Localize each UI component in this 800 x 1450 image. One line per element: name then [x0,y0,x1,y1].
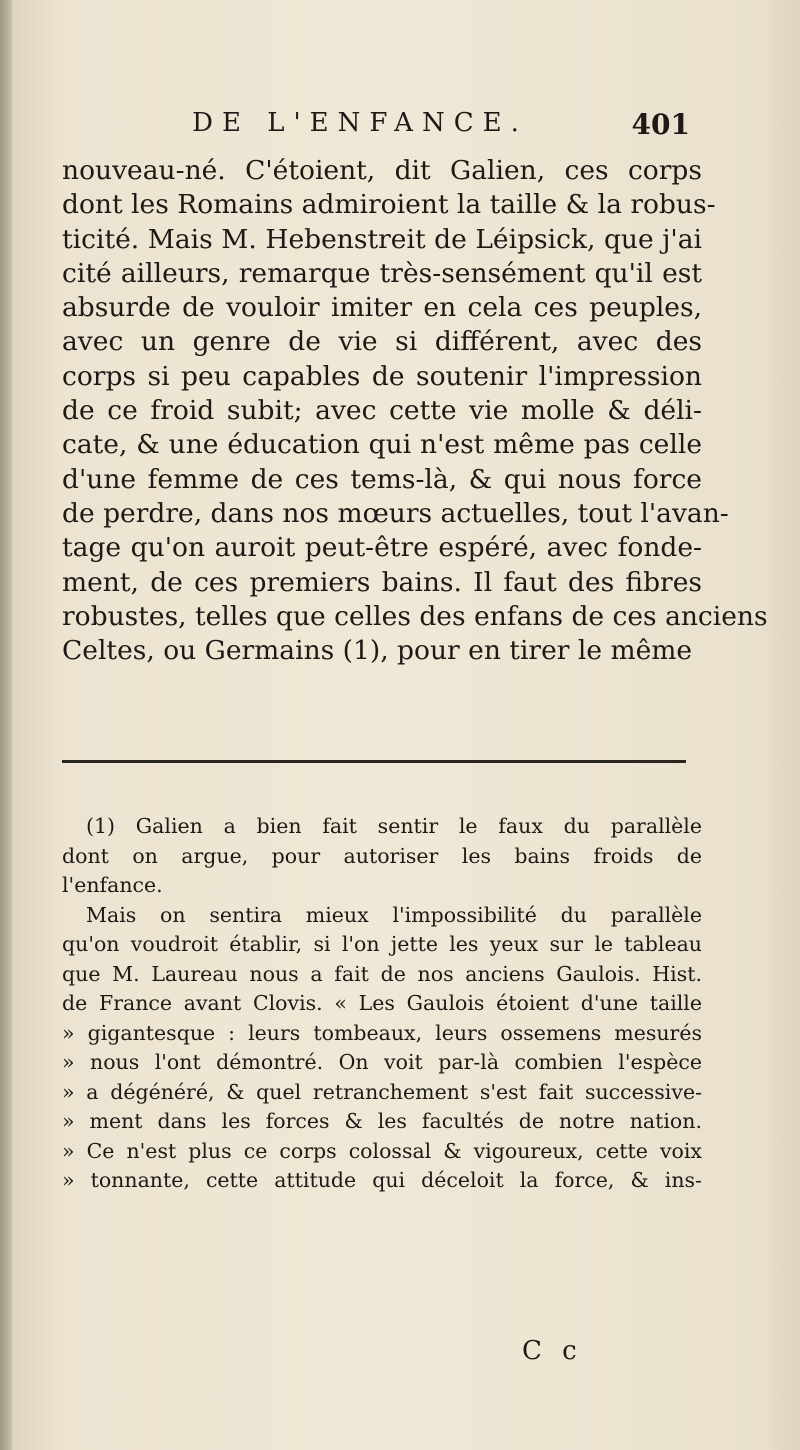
body-line: ment, de ces premiers bains. Il faut des fibres [62,566,702,598]
footnote-line: Mais on sentira mieux l'impossibilité du parallèle [86,902,702,927]
footnote-line: » a dégénéré, & quel retranchement s'est fait successive- [62,1079,702,1104]
page-number: 401 [631,108,690,141]
footnote-line: » ment dans les forces & les facultés de notre nation. [62,1109,702,1133]
body-line: dont les Romains admiroient la taille & la robus- [62,189,716,221]
body-line: robustes, telles que celles des enfans de ces anciens [62,600,768,632]
body-line: cate, & une éducation qui n'est même pas celle [62,429,702,461]
body-line: nouveau-né. C'étoient, dit Galien, ces corps [62,155,702,186]
body-line: tage qu'on auroit peut-être espéré, avec fonde- [62,532,702,564]
body-line: d'une femme de ces tems-là, & qui nous force [62,463,702,495]
footnote-line: de France avant Clovis. « Les Gaulois étoient d'une taille [62,991,702,1015]
body-line: corps si peu capables de soutenir l'impression [62,360,702,392]
footnote-rule [62,760,686,763]
page-header [100,108,700,148]
body-line: de perdre, dans nos mœurs actuelles, tout l'avan- [62,497,729,529]
footnote-line: l'enfance. [62,873,163,897]
footnote [62,812,702,1196]
footnote-line: » Ce n'est plus ce corps colossal & vigoureux, cette voix [62,1138,702,1163]
body-line: avec un genre de vie si différent, avec des [62,326,702,358]
body-line: cité ailleurs, remarque très-sensément qu'il est [62,257,702,289]
body-line: de ce froid subit; avec cette vie molle & déli- [62,395,702,427]
footnote-line: » tonnante, cette attitude qui déceloit la force, & ins- [62,1168,702,1192]
page-binding-edge [0,0,12,1450]
footnote-line: dont on argue, pour autoriser les bains froids de [62,843,702,868]
body-line: Celtes, ou Germains (1), pour en tirer le même [62,635,693,667]
footnote-line: (1) Galien a bien fait sentir le faux du parallèle [86,814,702,838]
footnote-line: » nous l'ont démontré. On voit par-là combien l'espèce [62,1050,702,1074]
body-text [62,154,768,668]
footnote-line: qu'on voudroit établir, si l'on jette les yeux sur le tableau [62,932,702,956]
body-line: absurde de vouloir imiter en cela ces peuples, [62,292,702,324]
footnote-line: que M. Laureau nous a fait de nos anciens Gaulois. Hist. [62,961,702,986]
footnote-line: » gigantesque : leurs tombeaux, leurs ossemens mesurés [62,1020,702,1045]
catchword: C c [522,1336,583,1366]
running-head: DE L'ENFANCE. [192,108,528,138]
body-line: ticité. Mais M. Hebenstreit de Léipsick, que j'ai [62,223,702,255]
